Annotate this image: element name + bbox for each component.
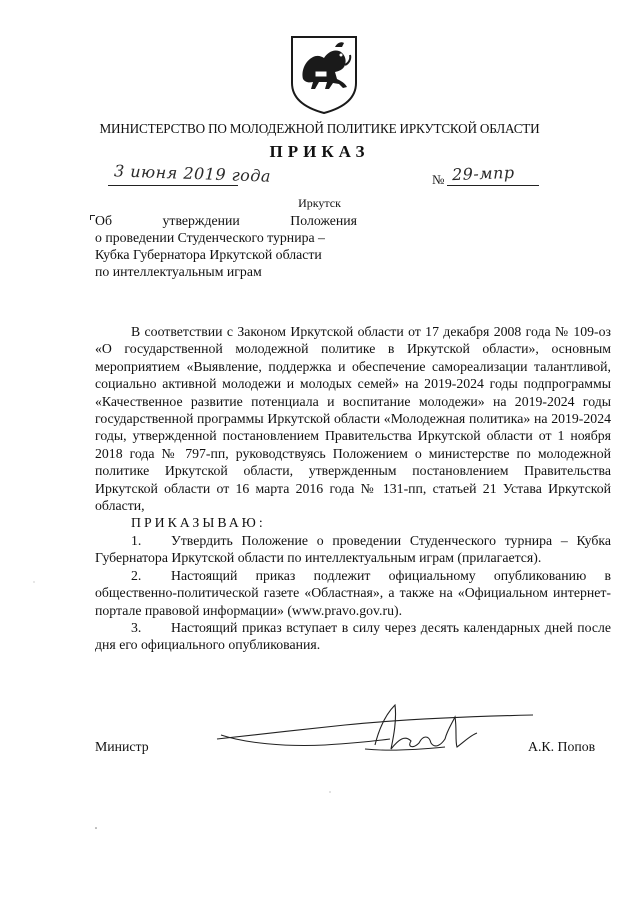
order-item — [95, 532, 611, 567]
item-number: 3. — [131, 619, 142, 635]
item-number: 2. — [131, 567, 142, 583]
date-underline — [108, 185, 238, 186]
preamble-paragraph: В соответствии с Законом Иркутской области от 17 декабря 2008 года № 109-оз «О государственной молодежной политике в Иркутской области», основным мероприятием «Выявление, поддержка и обеспечение самореализации талантливой, социально активной молодежи и молодых семей» на 2019-2024 годы подпрограммы «Качественное развитие потенциала и воспитание молодежи» на 2019-2024 годы государственной программы Иркутской области «Молодежная политика» на 2019-2024 годы, утвержденной постановлением Правительства Иркутской области от 1 ноября 2018 года № 797-пп, руководствуясь Положением о министерстве по молодежной политике Иркутской области, утвержденным постановлением Правительства Иркутской области от 16 марта 2016 года № 131-пп, статьей 21 Устава Иркутской области, — [95, 324, 611, 514]
ministry-name: МИНИСТЕРСТВО ПО МОЛОДЕЖНОЙ ПОЛИТИКЕ ИРКУТСКОЙ ОБЛАСТИ — [99, 121, 540, 136]
handwritten-number: 29-мпр — [451, 162, 515, 185]
item-text: Настоящий приказ подлежит официальному опубликованию в общественно-политической газете «Областная», а также на «Официальном интернет-портале правовой информации» (www.pravo.gov.ru). — [95, 567, 611, 618]
document-type: ПРИКАЗ — [269, 142, 370, 161]
order-word: ПРИКАЗЫВАЮ: — [131, 515, 266, 531]
subject-line: о проведении Студенческого турнира – — [95, 230, 325, 245]
signatory-name: А.К. Попов — [528, 739, 596, 754]
item-text: Настоящий приказ вступает в силу через десять календарных дней после дня его официального опубликования. — [95, 619, 611, 653]
signatory-title: Министр — [95, 739, 149, 754]
subject-line: Кубка Губернатора Иркутской области — [95, 247, 322, 262]
number-underline — [447, 185, 539, 186]
coat-of-arms-icon — [289, 35, 359, 115]
handwritten-date: 3 июня 2019 года — [113, 161, 272, 186]
handwritten-signature-icon — [215, 695, 535, 765]
document-body — [95, 323, 611, 654]
order-item — [95, 567, 611, 619]
document-subject — [95, 212, 357, 280]
order-item — [95, 619, 611, 654]
subject-corner-mark — [90, 215, 95, 220]
subject-line: Об утверждении Положения — [95, 213, 357, 228]
subject-line: по интеллектуальным играм — [95, 264, 262, 279]
item-number: 1. — [131, 532, 142, 548]
item-text: Утвердить Положение о проведении Студенческого турнира – Кубка Губернатора Иркутской области по интеллектуальным играм (прилагается). — [95, 532, 611, 566]
city-name: Иркутск — [298, 196, 341, 210]
number-label: № — [432, 172, 445, 187]
